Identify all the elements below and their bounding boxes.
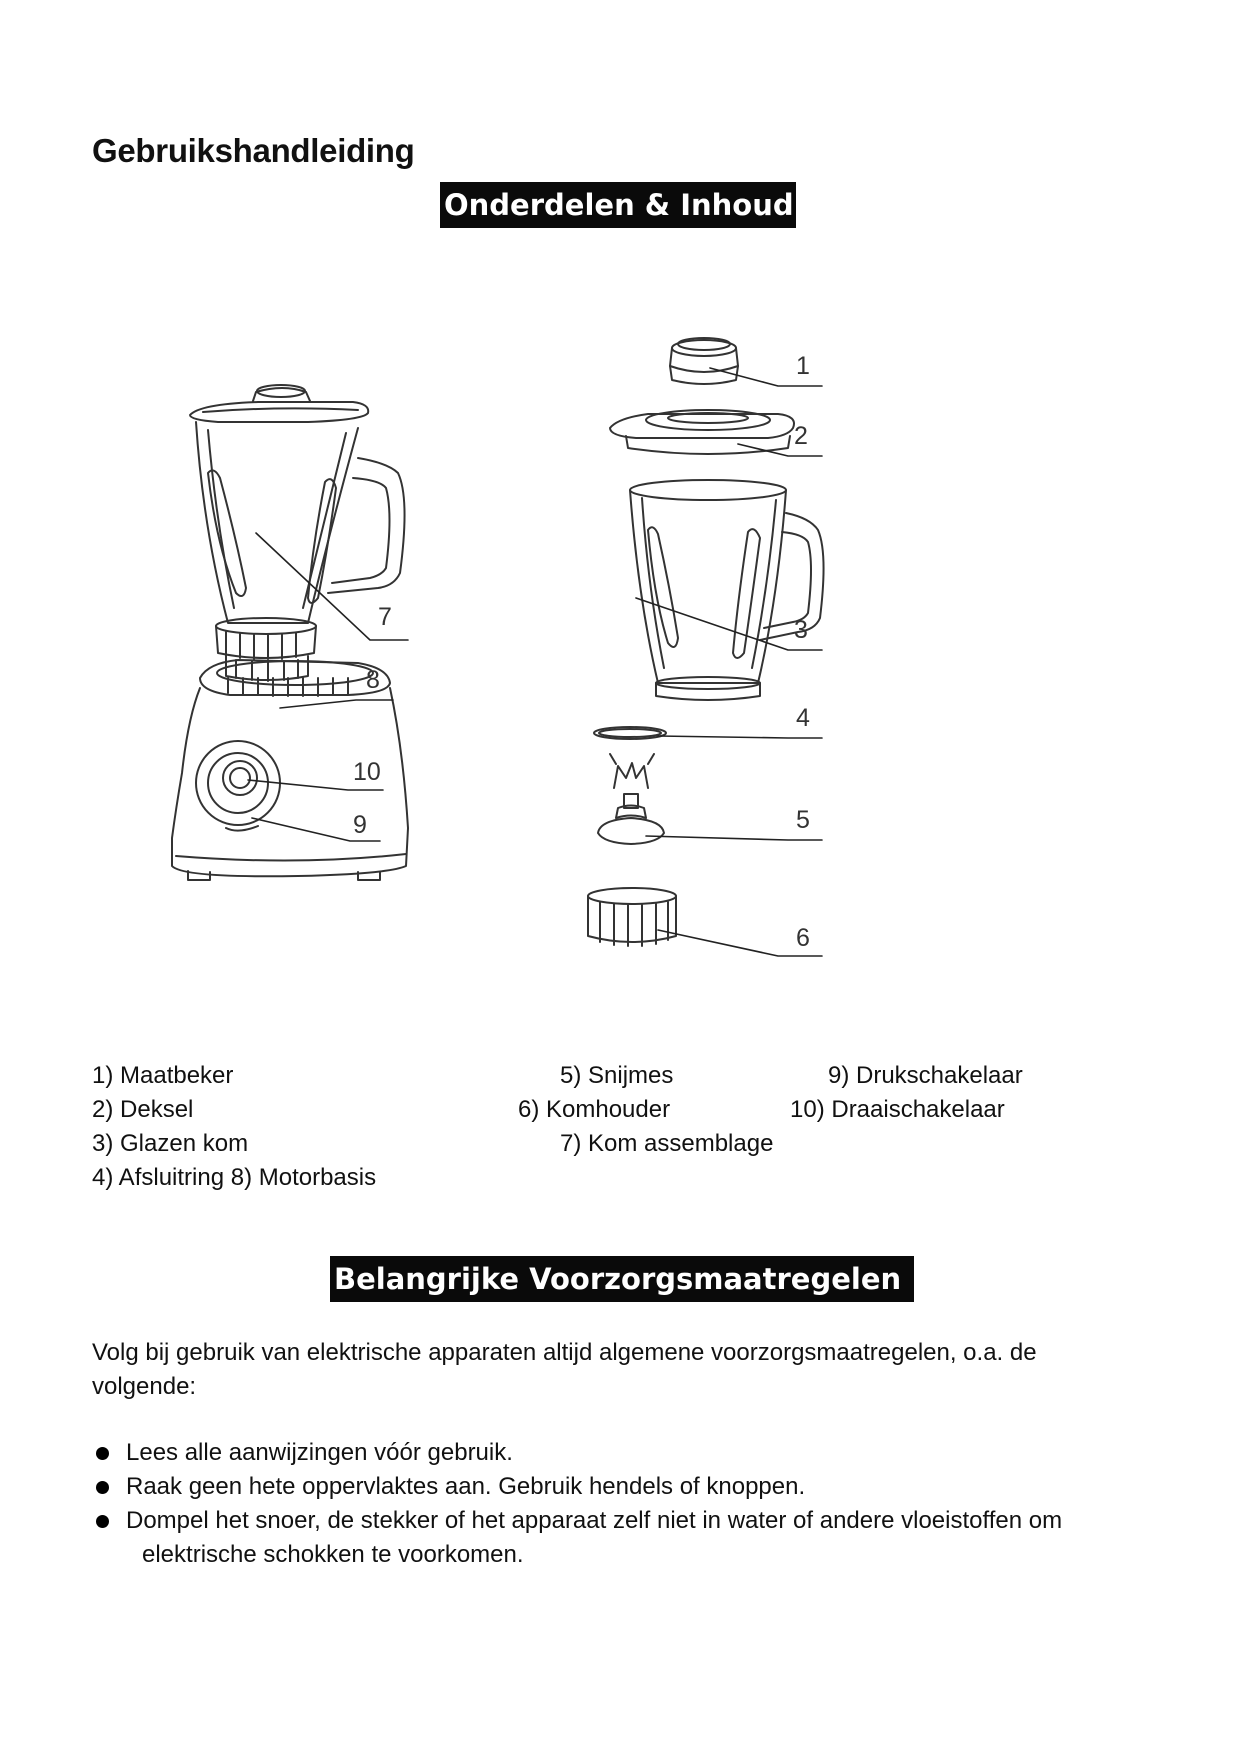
callout-2: 2	[794, 422, 808, 450]
list-item: Raak geen hete oppervlaktes aan. Gebruik hendels of knoppen.	[92, 1470, 1172, 1504]
list-item: Dompel het snoer, de stekker of het apparaat zelf niet in water of andere vloeistoffen om elektrische schokken te voorkomen.	[92, 1504, 1172, 1572]
part-item-6: 6) Komhouder	[518, 1096, 671, 1123]
bullet-dot-icon	[96, 1515, 109, 1528]
callout-3: 3	[794, 616, 808, 644]
list-item-continuation: elektrische schokken te voorkomen.	[142, 1541, 524, 1568]
callout-4: 4	[796, 704, 810, 732]
callout-9: 9	[353, 811, 367, 839]
part-item-9: 9) Drukschakelaar	[828, 1062, 1023, 1089]
callout-8: 8	[366, 666, 380, 694]
callout-10: 10	[353, 758, 381, 786]
bullet-dot-icon	[96, 1481, 109, 1494]
blender-parts-diagram	[148, 268, 978, 1018]
callout-1: 1	[796, 352, 810, 380]
part-item-7: 7) Kom assemblage	[560, 1130, 774, 1157]
intro-paragraph: Volg bij gebruik van elektrische apparaten altijd algemene voorzorgsmaatregelen, o.a. de volgende:	[92, 1339, 1037, 1400]
bullet-dot-icon	[96, 1447, 109, 1460]
part-item-2: 2) Deksel	[92, 1096, 194, 1123]
part-item-4-8: 4) Afsluitring 8) Motorbasis	[92, 1164, 377, 1191]
measuring-cup-illustration	[670, 338, 738, 384]
assembled-jar-illustration	[190, 385, 405, 681]
page-title: Gebruikshandleiding	[92, 132, 415, 169]
lid-illustration	[610, 410, 794, 454]
callout-7: 7	[378, 603, 392, 631]
list-item: Lees alle aanwijzingen vóór gebruik.	[92, 1436, 1172, 1470]
safety-bullet-list	[92, 1436, 1172, 1572]
callout-5: 5	[796, 806, 810, 834]
blade-assembly-illustration	[598, 754, 664, 844]
jar-holder-illustration	[588, 888, 676, 946]
part-item-10: 10) Draaischakelaar	[790, 1096, 1005, 1123]
part-item-3: 3) Glazen kom	[92, 1130, 249, 1157]
callout-6: 6	[796, 924, 810, 952]
section-banner-safety: Belangrijke Voorzorgsmaatregelen	[330, 1256, 914, 1302]
section-banner-parts: Onderdelen & Inhoud	[440, 182, 796, 228]
part-item-5: 5) Snijmes	[560, 1062, 674, 1089]
sealing-ring-illustration	[594, 727, 666, 739]
part-item-1: 1) Maatbeker	[92, 1062, 234, 1089]
glass-jar-illustration	[630, 480, 824, 700]
